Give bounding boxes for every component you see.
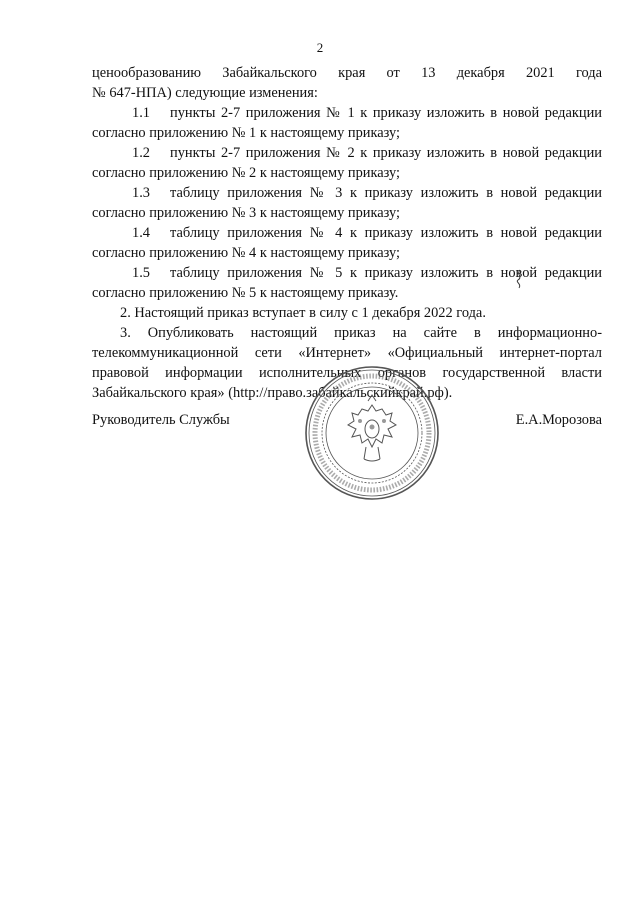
item-text-continued: согласно приложению № 1 к настоящему приказу; [92, 125, 401, 141]
item-text: таблицу приложения № 5 к приказу изложить в новой редакции [170, 265, 602, 281]
signatory-name: Е.А.Морозова [515, 412, 602, 428]
item-number: 1.5 [132, 265, 150, 281]
point-3-line: правовой информации исполнительных органов государственной власти [92, 365, 602, 381]
point-3-line: телекоммуникационной сети «Интернет» «Официальный интернет-портал [92, 345, 602, 361]
list-item [92, 263, 602, 303]
item-text: таблицу приложения № 3 к приказу изложить в новой редакции [170, 185, 602, 201]
intro-line: № 647-НПА) следующие изменения: [92, 85, 318, 101]
item-text-continued: согласно приложению № 2 к настоящему приказу; [92, 165, 401, 181]
item-text: таблицу приложения № 4 к приказу изложить в новой редакции [170, 225, 602, 241]
list-item [92, 223, 602, 263]
list-item [92, 143, 602, 183]
item-number: 1.4 [132, 225, 150, 241]
point-3-line: Забайкальского края» (http://право.забайкальскийкрай.рф). [92, 385, 453, 401]
signatory-position: Руководитель Службы [92, 412, 230, 428]
item-number: 1.3 [132, 185, 150, 201]
handwritten-mark-icon [513, 269, 525, 289]
item-text: пункты 2-7 приложения № 2 к приказу изложить в новой редакции [170, 145, 602, 161]
intro-line: ценообразованию Забайкальского края от 13 декабря 2021 года [92, 65, 602, 81]
point-2-text: 2. Настоящий приказ вступает в силу с 1 декабря 2022 года. [120, 305, 486, 321]
document-body [92, 63, 602, 403]
list-item [92, 103, 602, 143]
point-3-line: 3. Опубликовать настоящий приказ на сайте в информационно- [120, 325, 602, 341]
item-text-continued: согласно приложению № 5 к настоящему приказу. [92, 285, 399, 301]
official-seal-icon [302, 363, 442, 503]
list-item [92, 183, 602, 223]
item-number: 1.2 [132, 145, 150, 161]
page-number: 2 [316, 40, 324, 55]
item-text-continued: согласно приложению № 3 к настоящему приказу; [92, 205, 401, 221]
item-text: пункты 2-7 приложения № 1 к приказу изложить в новой редакции [170, 105, 602, 121]
item-number: 1.1 [132, 105, 150, 121]
item-text-continued: согласно приложению № 4 к настоящему приказу; [92, 245, 401, 261]
